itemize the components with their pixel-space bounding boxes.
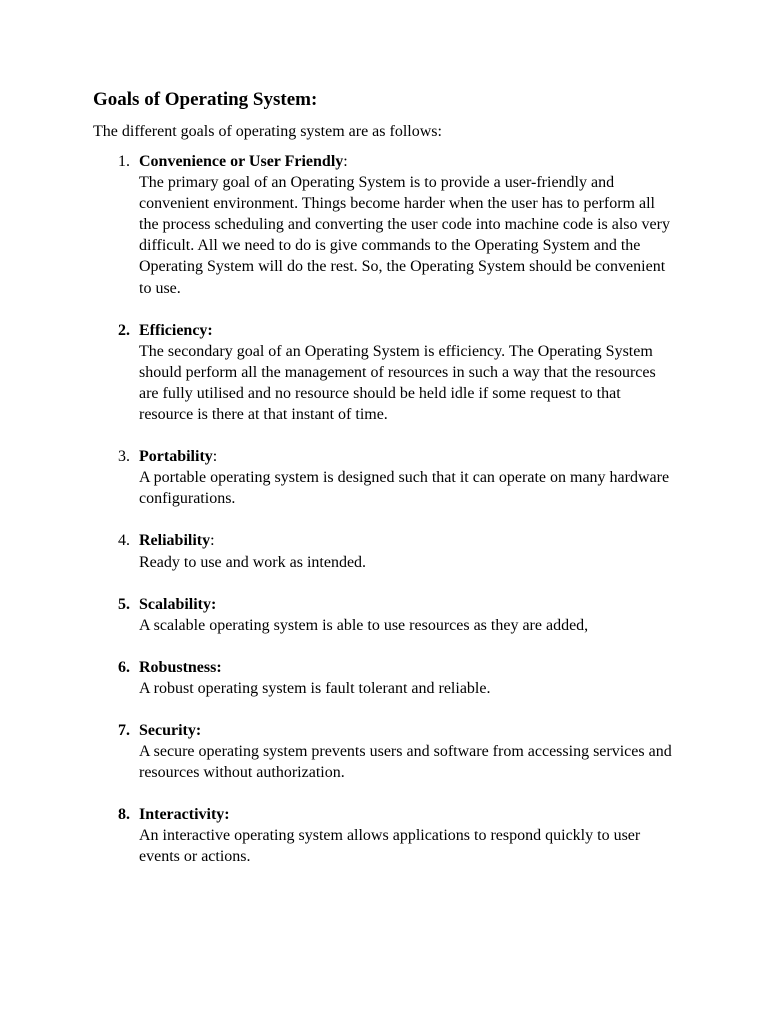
list-item-title: Interactivity: — [139, 806, 230, 824]
list-item-title: Scalability: — [139, 595, 217, 613]
list-item-title-line — [139, 657, 693, 678]
list-item-title: Convenience or User Friendly — [139, 153, 344, 170]
list-item-title-line — [139, 446, 693, 467]
list-item-title-line — [139, 320, 693, 341]
page-title: Goals of Operating System: — [93, 89, 318, 110]
list-item-description: A robust operating system is fault tolerant and reliable. — [139, 679, 491, 697]
list-item-description: A secure operating system prevents users and software from accessing services and resources without authorization. — [139, 743, 672, 782]
list-item-title-line — [139, 720, 693, 741]
intro-paragraph: The different goals of operating system are as follows: — [93, 123, 442, 140]
list-item-description: The primary goal of an Operating System is to provide a user-friendly and convenient environment. Things become harder when the user has to perform all the process scheduling and converting the user code into machine code is also very difficult. All we need to do is give commands to the Operating System and the Operating System will do the rest. So, the Operating System should be convenient to use. — [139, 174, 670, 297]
list-item-title-line — [139, 530, 693, 551]
list-item-description: A portable operating system is designed such that it can operate on many hardware configurations. — [139, 469, 670, 508]
list-item-title-suffix: : — [343, 153, 348, 170]
list-item — [93, 720, 693, 783]
list-item-number: 6. — [118, 658, 130, 676]
list-item-title-line — [139, 594, 693, 615]
list-item-description: The secondary goal of an Operating System is efficiency. The Operating System should perform all the management of resources in such a way that the resources are fully utilised and no resource should be held idle if some request to that resource is there at that instant of time. — [139, 342, 656, 424]
list-item — [93, 804, 693, 867]
list-item — [93, 594, 693, 636]
list-item-description: A scalable operating system is able to use resources as they are added, — [139, 616, 589, 634]
list-item — [93, 151, 693, 299]
list-item-title: Efficiency: — [139, 321, 213, 339]
list-item — [93, 530, 693, 572]
list-item-title-suffix: : — [212, 448, 218, 466]
list-item-number: 4. — [118, 532, 130, 550]
list-item-title: Portability — [139, 448, 213, 466]
goals-list — [93, 151, 693, 889]
list-item-description: An interactive operating system allows applications to respond quickly to user events or actions. — [139, 827, 641, 866]
list-item-title: Reliability — [139, 532, 211, 550]
list-item-title-line — [139, 804, 693, 825]
list-item — [93, 657, 693, 699]
list-item-title: Robustness: — [139, 658, 222, 676]
list-item-number: 2. — [118, 321, 130, 339]
list-item-number: 5. — [118, 595, 130, 613]
list-item-number: 8. — [118, 806, 130, 824]
list-item — [93, 320, 693, 425]
list-item-number: 1. — [118, 153, 130, 170]
list-item-description: Ready to use and work as intended. — [139, 553, 367, 571]
list-item-title-suffix: : — [210, 532, 215, 550]
list-item-title-line — [139, 151, 693, 172]
list-item-number: 3. — [118, 448, 130, 466]
list-item-number: 7. — [118, 721, 130, 739]
list-item — [93, 446, 693, 509]
list-item-title: Security: — [139, 721, 202, 739]
